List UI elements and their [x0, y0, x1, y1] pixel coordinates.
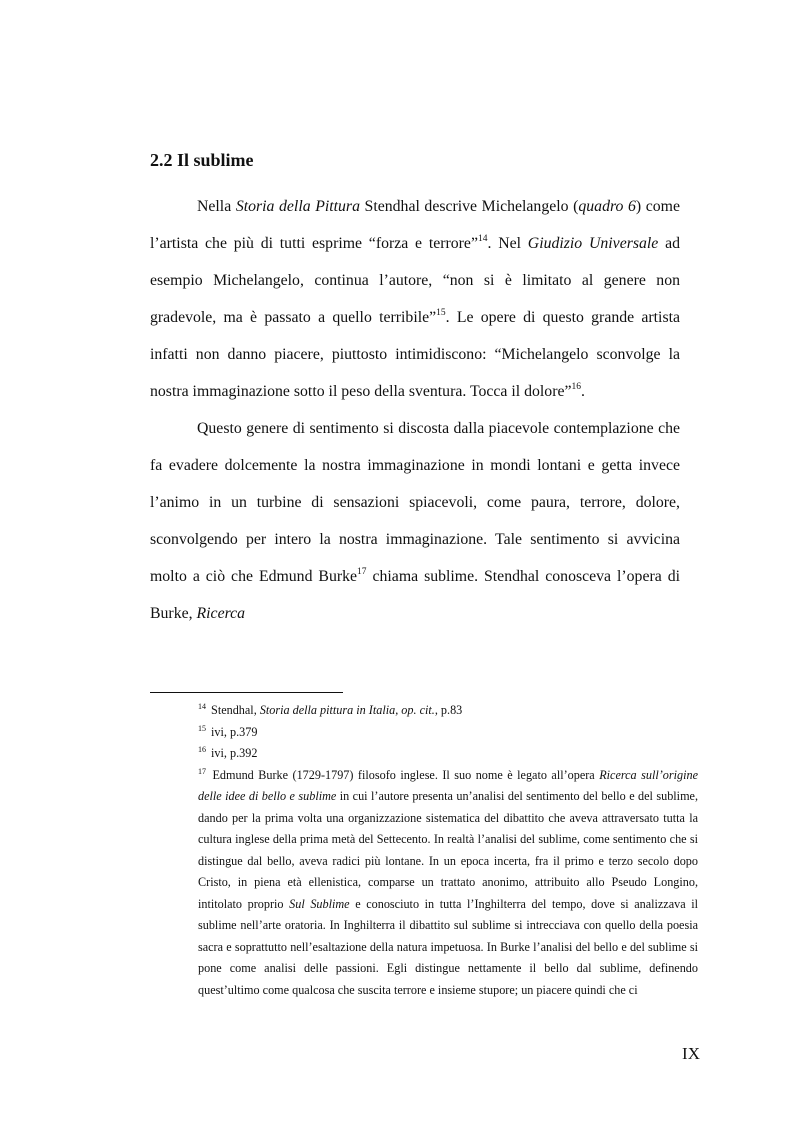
page-number: IX — [682, 1044, 700, 1063]
footnote-15: $^{15}$ ivi, p.379 — [198, 723, 258, 739]
footnote-ref-17: 17 — [357, 567, 367, 577]
footnotes — [198, 700, 698, 1001]
footnote-divider — [150, 692, 343, 693]
footnote-ref-16: 16 — [571, 382, 581, 392]
footnote-14: $^{14}$ Stendhal, Storia della pittura in Italia, op. cit., p.83 — [198, 702, 463, 717]
paragraph-1: Nella Storia della Pittura Stendhal descrive Michelangelo (quadro 6) come l’artista che più di tutti esprime “forza e terrore”$^{14}$. Nel Giudizio Universale ad esempio Michelangelo, continua l’autore, “non si è limitato al genere non gradevole, ma è passato a quello terribile”$^{15}$. Le opere di questo grande artista infatti non danno piacere, piuttosto intimidiscono: “Michelangelo sconvolge la nostra immaginazione sotto il peso della sventura. Tocca il dolore”$^{16}$. — [150, 198, 680, 400]
section-heading: 2.2 Il sublime — [150, 150, 254, 170]
footnote-ref-14: 14 — [477, 234, 488, 244]
paragraph-2: Questo genere di sentimento si discosta dalla piacevole contemplazione che fa evadere dolcemente la nostra immaginazione in mondi lontani e getta invece l’animo in un turbine di sensazioni spiacevoli, come paura, terrore, dolore, sconvolgendo per intero la nostra immaginazione. Tale sentimento si avvicina molto a ciò che Edmund Burke$^{17}$ chiama sublime. Stendhal conosceva l’opera di Burke, Ricerca — [150, 420, 680, 622]
footnote-17: $^{17}$ Edmund Burke (1729-1797) filosofo inglese. Il suo nome è legato all’opera Ricerca sull’origine delle idee di bello e sublime in cui l’autore presenta un’analisi del sentimento del bello e del sublime, dando per la prima volta una organizzazione sistematica del dibattito che aveva attraversato tutta la cultura inglese della prima metà del Settecento. In realtà l’analisi del sublime, come sentimento che si distingue dal bello, aveva radici più lontane. In un epoca incerta, fra il primo e terzo secolo dopo Cristo, in piena età ellenistica, comparse un trattato anonimo, attribuito allo Pseudo Longino, intitolato proprio Sul Sublime e conosciuto in tutta l’Inghilterra del tempo, dove si analizzava il sublime nell’arte oratoria. In Inghilterra il dibattito sul sublime si intrecciava con quello della poesia sacra e soprattutto nell’esaltazione della natura impetuosa. In Burke l’analisi del bello e del sublime si pone come analisi delle passioni. Egli distingue nettamente il bello dal sublime, definendo quest’ultimo come qualcosa che suscita terrore e insieme stupore; un piacere quindi che ci — [198, 766, 699, 997]
footnote-16: $^{16}$ ivi, p.392 — [198, 745, 258, 760]
footnote-ref-15: 15 — [436, 308, 446, 318]
main-text — [150, 188, 680, 632]
